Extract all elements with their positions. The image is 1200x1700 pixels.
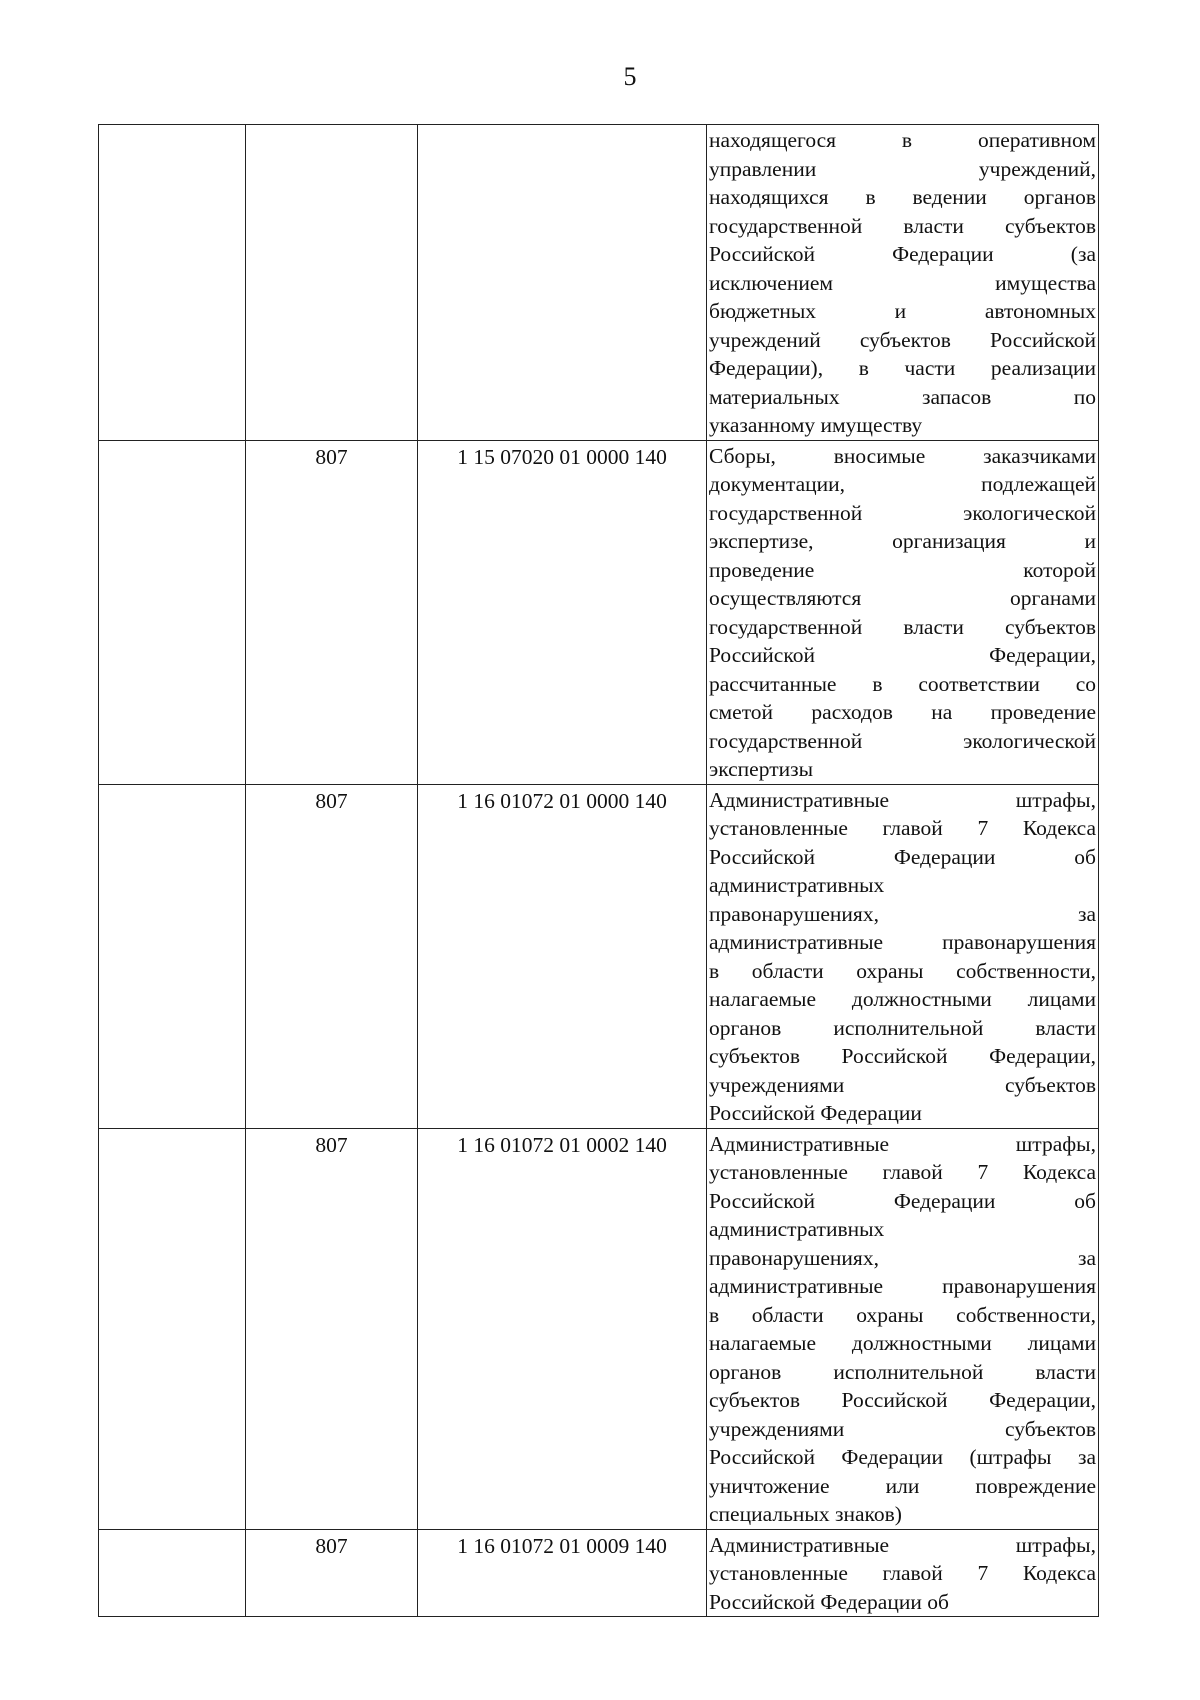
- description-line: в области охраны собственности,: [709, 958, 1096, 983]
- description-cell: [707, 1529, 1099, 1617]
- table-body: [99, 125, 1099, 1617]
- description-line: управлении учреждений,: [709, 156, 1096, 181]
- description-line: органов исполнительной власти: [709, 1015, 1096, 1040]
- description-line: субъектов Российской Федерации,: [709, 1388, 1096, 1412]
- description-line: учреждениями субъектов: [709, 1416, 1096, 1441]
- table-row: [99, 1128, 1099, 1529]
- page-number: 5: [623, 62, 637, 91]
- description-line: уничтожение или повреждение: [709, 1473, 1096, 1498]
- description-line: государственной власти субъектов: [709, 213, 1096, 238]
- description-cell: [707, 784, 1099, 1128]
- budget-code-cell: 1 16 01072 01 0002 140: [418, 1128, 707, 1529]
- table-row: [99, 1529, 1099, 1617]
- empty-cell: [99, 1128, 246, 1529]
- description-line: материальных запасов по: [709, 384, 1096, 409]
- description-line: указанному имуществу: [709, 413, 923, 437]
- description-line: правонарушениях, за: [709, 901, 1096, 926]
- description-line: правонарушениях, за: [709, 1245, 1096, 1270]
- description-line: налагаемые должностными лицами: [709, 987, 1096, 1011]
- description-line: установленные главой 7 Кодекса: [709, 1160, 1096, 1184]
- description-line: в области охраны собственности,: [709, 1302, 1096, 1327]
- description-line: налагаемые должностными лицами: [709, 1331, 1096, 1355]
- description-line: Федерации), в части реализации: [709, 356, 1096, 380]
- description-line: органов исполнительной власти: [709, 1359, 1096, 1384]
- description-line: субъектов Российской Федерации,: [709, 1044, 1096, 1068]
- description-line: Административные штрафы,: [709, 787, 1096, 812]
- empty-cell: [99, 440, 246, 784]
- description-line: административные правонарушения: [709, 930, 1096, 954]
- empty-cell: [99, 1529, 246, 1617]
- description-line: Российской Федерации (за: [709, 242, 1096, 266]
- empty-cell: [99, 784, 246, 1128]
- description-line: государственной экологической: [709, 500, 1096, 525]
- admin-code-cell: 807: [246, 784, 418, 1128]
- description-line: Российской Федерации об: [709, 1188, 1096, 1213]
- description-line: Административные штрафы,: [709, 1532, 1096, 1557]
- description-line: Российской Федерации об: [709, 1589, 949, 1614]
- description-line: государственной экологической: [709, 728, 1096, 753]
- description-line: учреждений субъектов Российской: [709, 327, 1096, 352]
- admin-code-cell: [246, 125, 418, 441]
- description-line: административных: [709, 873, 885, 897]
- table-row: [99, 784, 1099, 1128]
- description-line: документации, подлежащей: [709, 472, 1096, 496]
- revenue-codes-table: [98, 124, 1099, 1617]
- table-row: [99, 125, 1099, 441]
- description-line: специальных знаков): [709, 1502, 902, 1526]
- description-line: исключением имущества: [709, 270, 1096, 295]
- table-row: [99, 440, 1099, 784]
- description-line: государственной власти субъектов: [709, 614, 1096, 639]
- description-line: Российской Федерации,: [709, 643, 1096, 667]
- description-cell: [707, 1128, 1099, 1529]
- description-line: административные правонарушения: [709, 1274, 1096, 1298]
- description-line: административных: [709, 1217, 885, 1241]
- admin-code-cell: 807: [246, 1529, 418, 1617]
- description-line: экспертизы: [709, 757, 814, 781]
- budget-code-cell: 1 16 01072 01 0000 140: [418, 784, 707, 1128]
- description-line: Российской Федерации об: [709, 844, 1096, 869]
- empty-cell: [99, 125, 246, 441]
- description-line: учреждениями субъектов: [709, 1072, 1096, 1097]
- description-line: Административные штрафы,: [709, 1131, 1096, 1156]
- admin-code-cell: 807: [246, 440, 418, 784]
- budget-code-cell: [418, 125, 707, 441]
- description-line: осуществляются органами: [709, 586, 1096, 610]
- description-line: Сборы, вносимые заказчиками: [709, 443, 1096, 468]
- description-line: сметой расходов на проведение: [709, 700, 1096, 724]
- description-line: Российской Федерации (штрафы за: [709, 1445, 1096, 1469]
- description-line: Российской Федерации: [709, 1101, 922, 1125]
- budget-code-cell: 1 16 01072 01 0009 140: [418, 1529, 707, 1617]
- description-line: установленные главой 7 Кодекса: [709, 816, 1096, 840]
- admin-code-cell: 807: [246, 1128, 418, 1529]
- description-cell: [707, 125, 1099, 441]
- budget-code-cell: 1 15 07020 01 0000 140: [418, 440, 707, 784]
- description-line: бюджетных и автономных: [709, 299, 1096, 323]
- description-line: находящихся в ведении органов: [709, 185, 1096, 209]
- description-cell: [707, 440, 1099, 784]
- description-line: экспертизе, организация и: [709, 529, 1096, 553]
- description-line: установленные главой 7 Кодекса: [709, 1561, 1096, 1585]
- description-line: находящегося в оперативном: [709, 128, 1096, 152]
- description-line: проведение которой: [709, 557, 1096, 582]
- description-line: рассчитанные в соответствии со: [709, 671, 1096, 696]
